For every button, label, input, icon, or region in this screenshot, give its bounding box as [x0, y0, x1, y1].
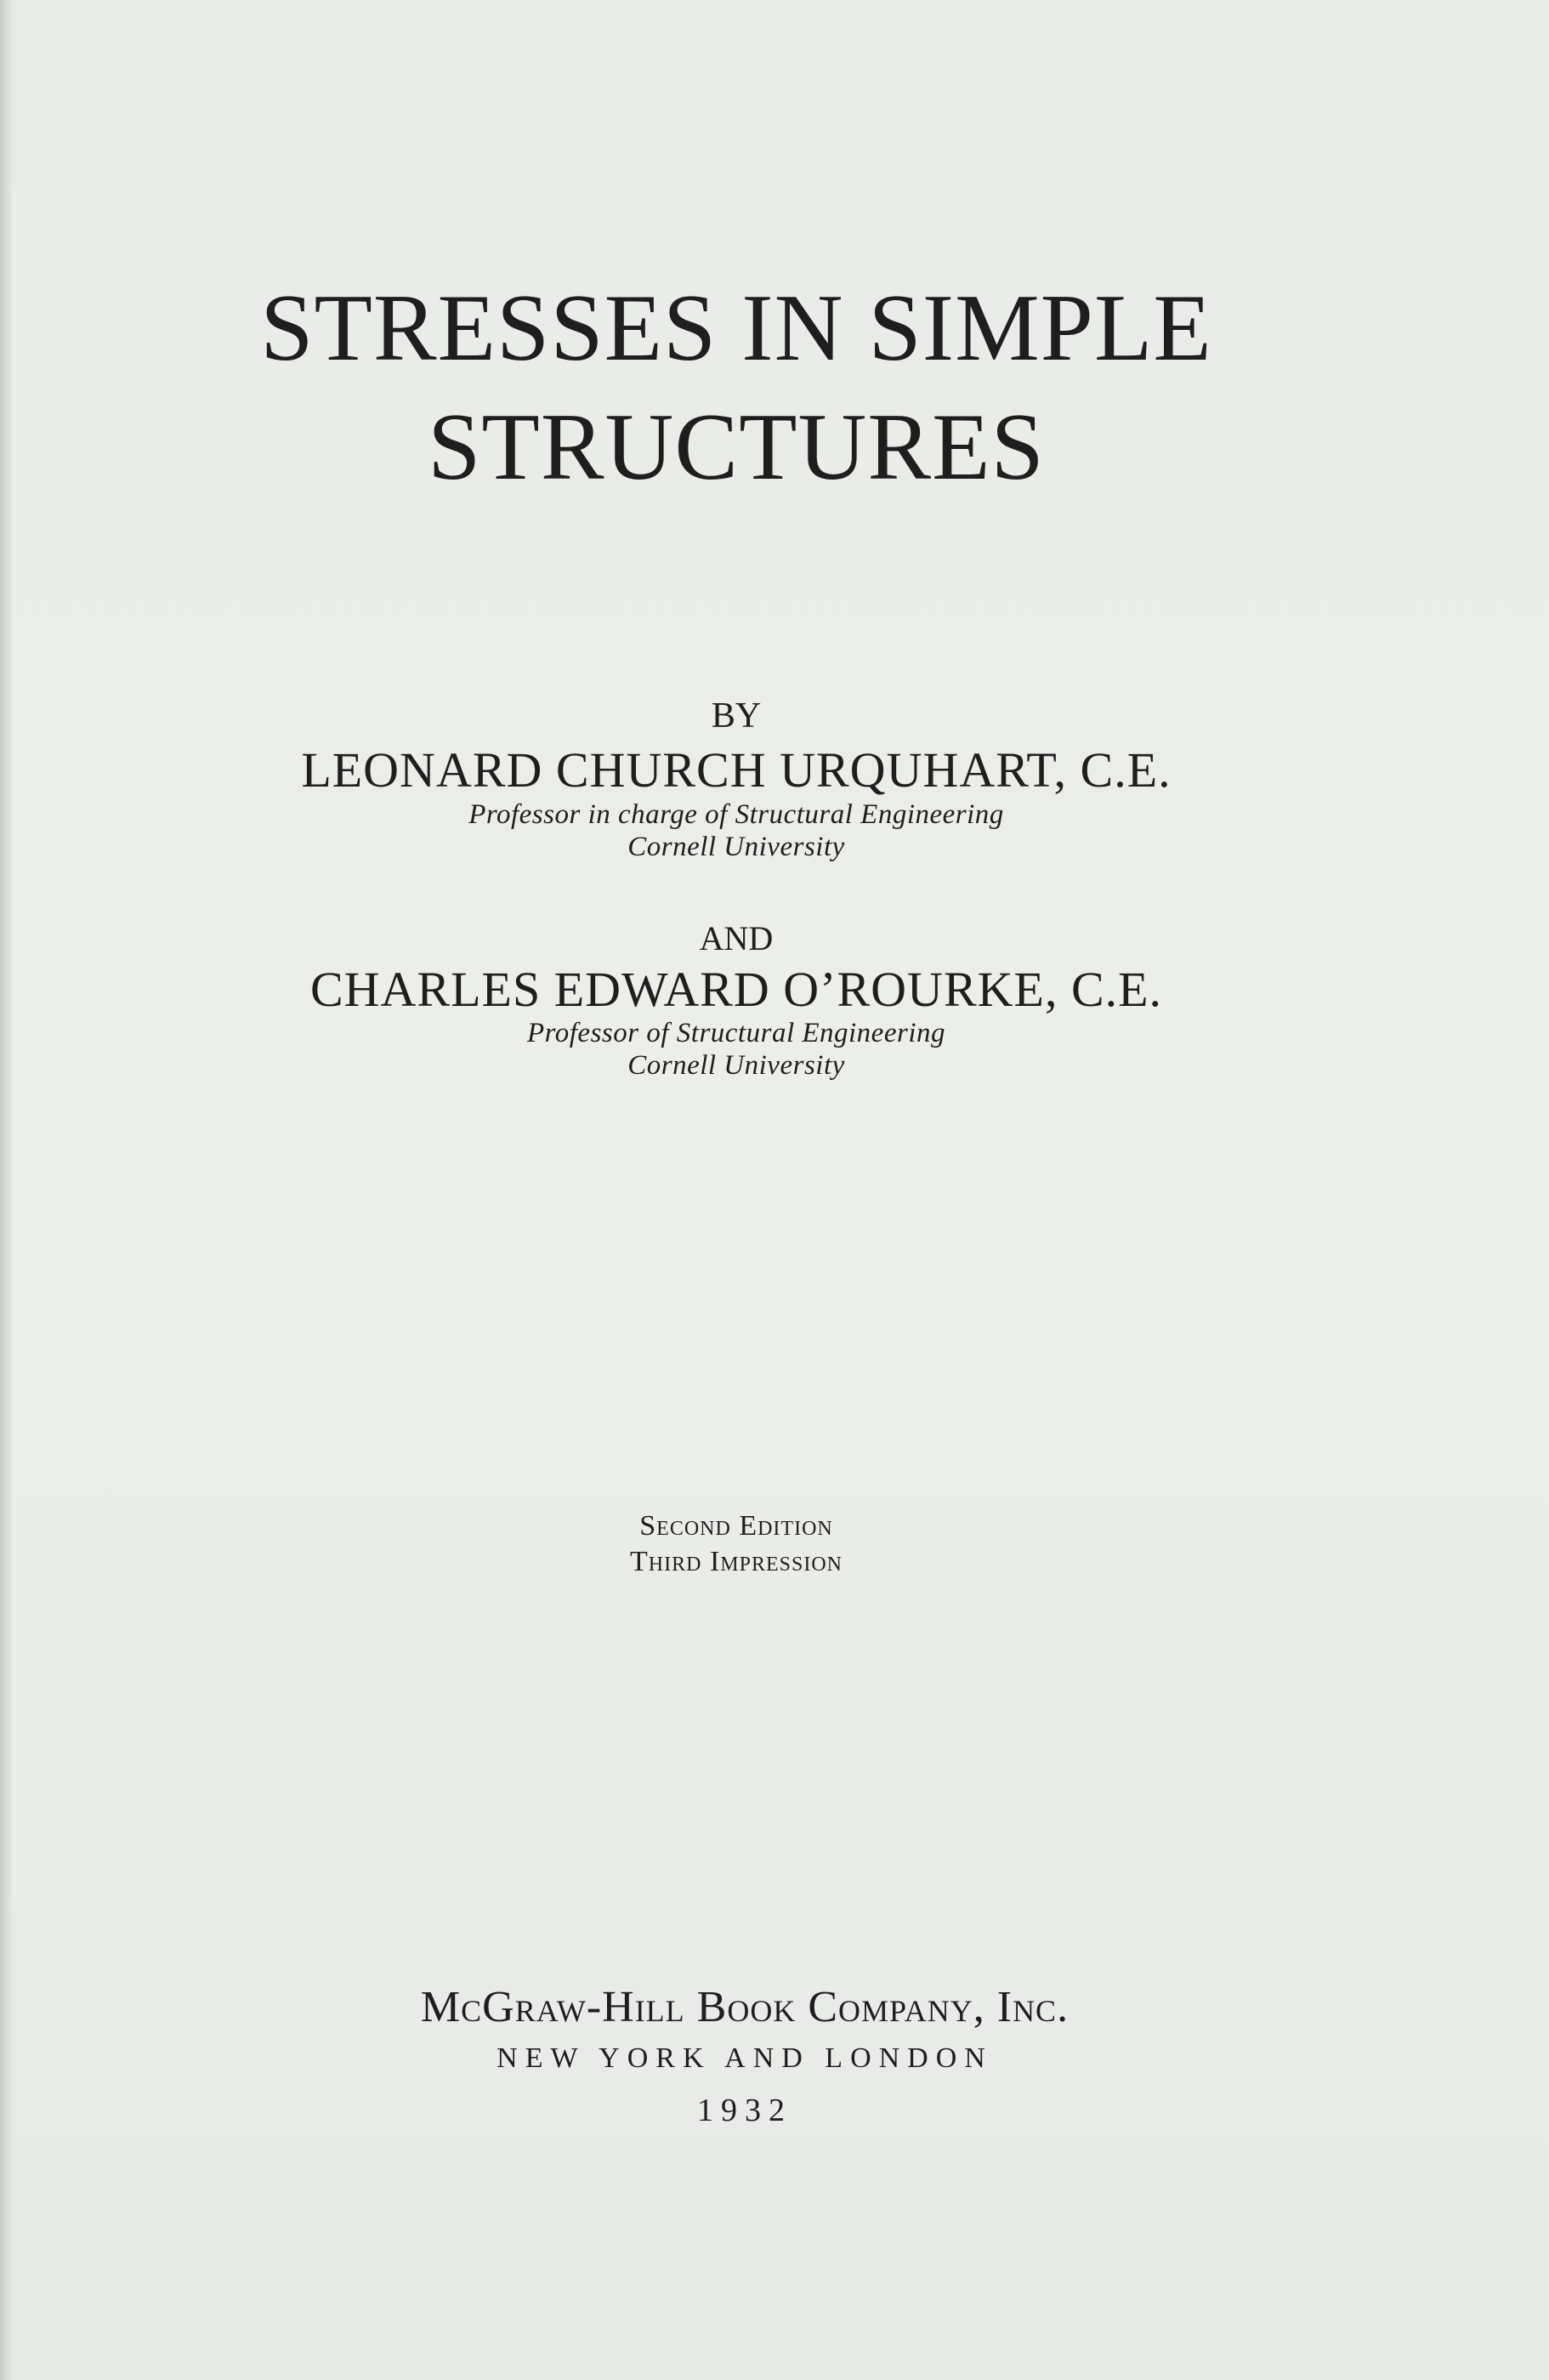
author-2-affiliation: Cornell University: [627, 1050, 845, 1081]
author-2-role: Professor of Structural Engineering: [526, 1018, 945, 1048]
author-1-role: Professor in charge of Structural Engineering: [468, 799, 1004, 830]
publisher-place: NEW YORK AND LONDON: [496, 2042, 993, 2074]
book-title-line-2: STRUCTURES: [428, 395, 1045, 500]
edition-label: Second Edition: [639, 1510, 833, 1542]
impression-label: Third Impression: [630, 1546, 843, 1577]
author-2-name: CHARLES EDWARD O’ROURKE, C.E.: [309, 962, 1163, 1017]
by-label: BY: [711, 696, 762, 736]
author-1-name: LEONARD CHURCH URQUHART, C.E.: [301, 742, 1172, 798]
and-label: AND: [699, 919, 774, 957]
author-1-affiliation: Cornell University: [627, 832, 845, 862]
publisher-name: McGraw-Hill Book Company, Inc.: [420, 1983, 1070, 2031]
publication-year: 1932: [697, 2093, 792, 2128]
book-title-line-1: STRESSES IN SIMPLE: [260, 275, 1212, 381]
